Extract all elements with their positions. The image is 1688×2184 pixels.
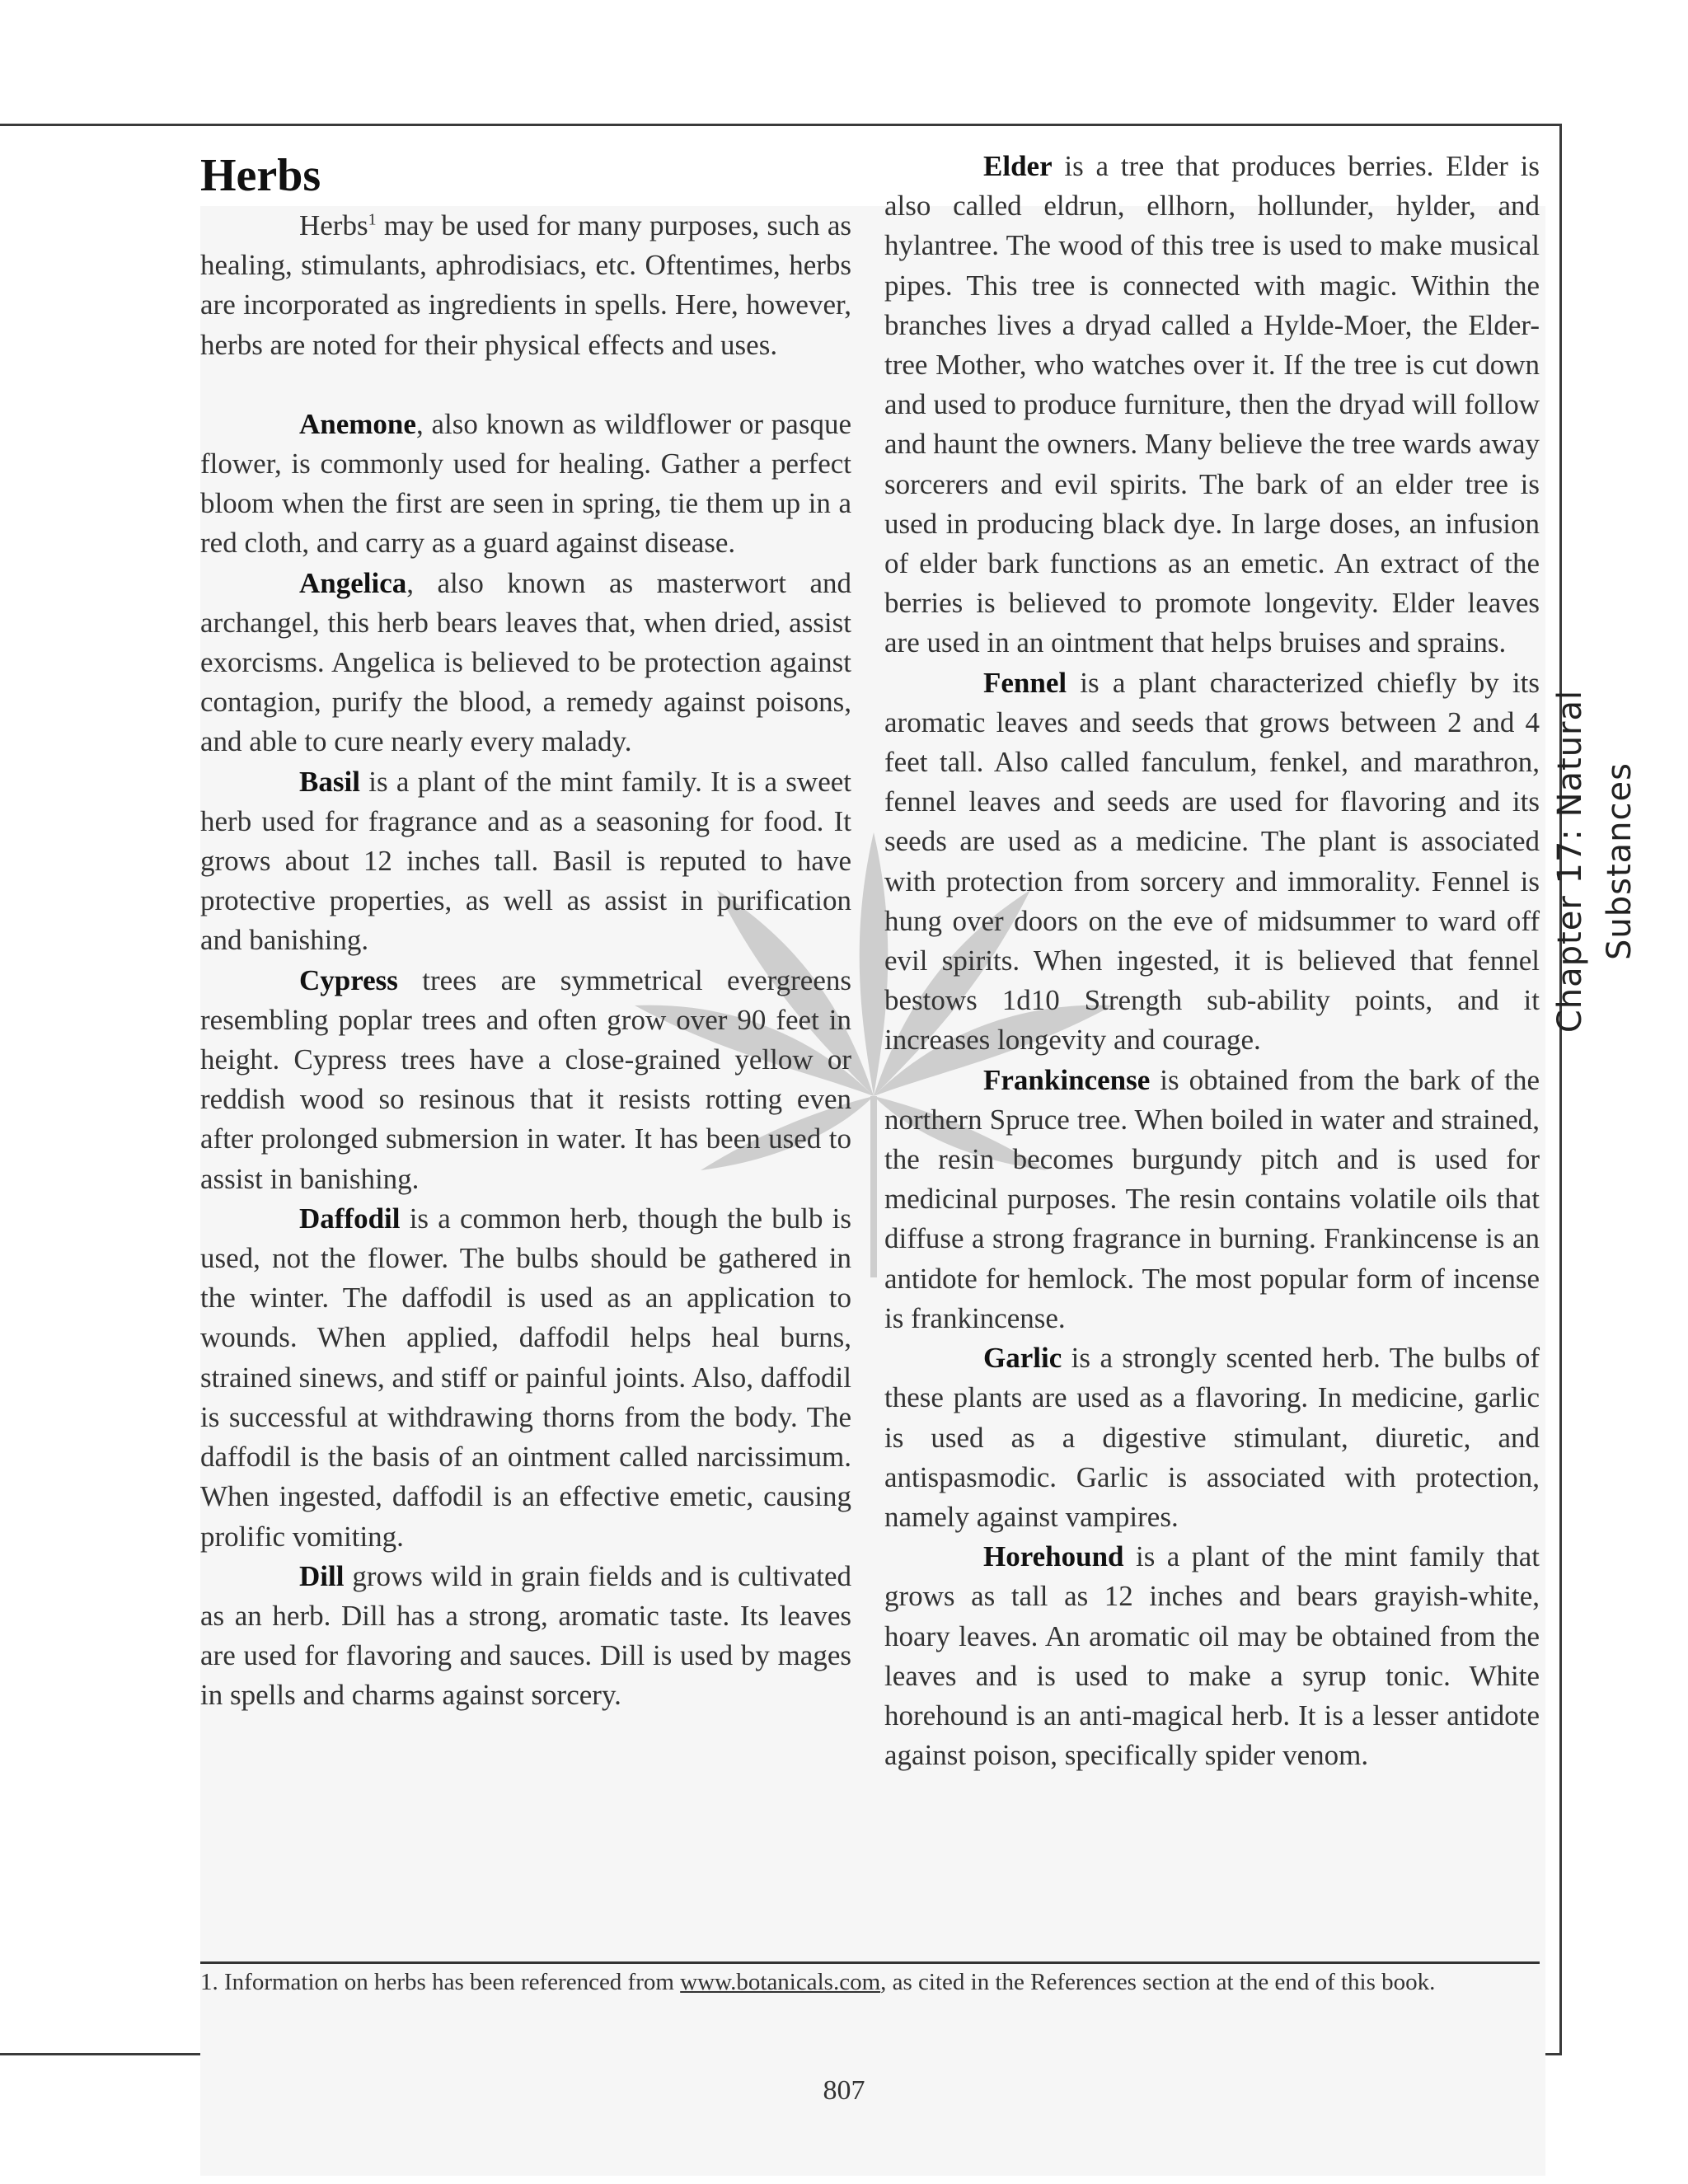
herb-name: Horehound <box>983 1540 1124 1573</box>
herb-description: grows wild in grain fields and is cultivated as an herb. Dill has a strong, aromatic taste. Its leaves are used for flavoring and sauces. Dill is used by mages in spells and charms against sorcery. <box>200 1559 851 1712</box>
page-number: 807 <box>823 2075 865 2106</box>
footnote-text-before: Information on herbs has been referenced from <box>218 1969 681 1995</box>
herb-description: trees are symmetrical evergreens resembling poplar trees and often grow over 90 feet in height. Cypress trees have a close-grained yellow or reddish wood so resinous that it resists rotting even after prolonged submersion in water. It has been used to assist in banishing. <box>200 963 851 1195</box>
herb-entry-basil <box>200 762 851 961</box>
herb-description: is a plant of the mint family. It is a sweet herb used for fragrance and as a seasoning for food. It grows about 12 inches tall. Basil is reputed to have protective properties, as well as assist in purification and banishing. <box>200 765 851 957</box>
right-column <box>884 147 1540 1775</box>
herb-name: Angelica <box>299 566 407 599</box>
herb-name: Garlic <box>983 1342 1062 1375</box>
herb-name: Cypress <box>299 963 398 996</box>
footnote-divider <box>200 1961 1540 1964</box>
herb-description: is obtained from the bark of the northern Spruce tree. When boiled in water and strained, the resin becomes burgundy pitch and is used for medicinal purposes. The resin contains volatile oils that diffuse a strong fragrance in burning. Frankincense is an antidote for hemlock. The most popular form of incense is frankincense. <box>884 1063 1540 1334</box>
intro-paragraph <box>200 206 851 365</box>
footnote-reference[interactable]: 1 <box>368 210 377 229</box>
herb-entry-elder <box>884 147 1540 663</box>
herb-description: is a plant of the mint family that grows as tall as 12 inches and bears grayish-white, hoary leaves. An aromatic oil may be obtained from the leaves and is used to make a syrup tonic. White horehound is an anti-magical herb. It is a lesser antidote against poison, specifically spider venom. <box>884 1540 1540 1772</box>
herb-description: is a plant characterized chiefly by its aromatic leaves and seeds that grows between 2 and 4 feet tall. Also called fanculum, fenkel, and marathron, fennel leaves and seeds are used for flavoring and its seeds are used as a medicine. The plant is associated with protection from sorcery and immorality. Fennel is hung over doors on the eve of midsummer to ward off evil spirits. When ingested, it is believed that fennel bestows 1d10 Strength sub-ability points, and it increases longevity and courage. <box>884 666 1540 1057</box>
herb-entry-dill <box>200 1557 851 1716</box>
chapter-side-label: Chapter 17: Natural Substances <box>1551 689 1639 1033</box>
page-heading: Herbs <box>200 150 321 201</box>
herb-entry-anemone <box>200 405 851 564</box>
herb-name: Daffodil <box>299 1202 401 1235</box>
left-column <box>200 148 851 1716</box>
herb-entry-garlic <box>884 1338 1540 1537</box>
intro-word: Herbs <box>299 209 368 241</box>
herb-name: Fennel <box>983 666 1067 699</box>
herb-description: , also known as masterwort and archangel, this herb bears leaves that, when dried, assist exorcisms. Angelica is believed to be protection against contagion, purify the blood, a remedy against poisons, and able to cure nearly every malady. <box>200 566 851 758</box>
herb-entry-horehound <box>884 1537 1540 1775</box>
herb-name: Anemone <box>299 407 416 440</box>
herb-name: Frankincense <box>983 1063 1151 1096</box>
herb-entry-frankincense <box>884 1061 1540 1338</box>
herb-description: , also known as wildflower or pasque flower, is commonly used for healing. Gather a perfect bloom when the first are seen in spring, tie them up in a red cloth, and carry as a guard against disease. <box>200 407 851 560</box>
herb-entry-daffodil <box>200 1199 851 1557</box>
herb-entry-fennel <box>884 663 1540 1061</box>
herb-description: is a common herb, though the bulb is used, not the flower. The bulbs should be gathered in the winter. The daffodil is used as an application to wounds. When applied, daffodil helps heal burns, strained sinews, and stiff or painful joints. Also, daffodil is successful at withdrawing thorns from the body. The daffodil is the basis of an ointment called narcissimum. When ingested, daffodil is an effective emetic, causing prolific vomiting. <box>200 1202 851 1553</box>
footnote-link[interactable]: www.botanicals.com <box>680 1969 881 1995</box>
footnote-number: 1. <box>200 1969 218 1995</box>
herb-entry-cypress <box>200 961 851 1199</box>
herb-description: is a strongly scented herb. The bulbs of these plants are used as a flavoring. In medicine, garlic is used as a digestive stimulant, diuretic, and antispasmodic. Garlic is associated with protection, namely against vampires. <box>884 1342 1540 1533</box>
herb-name: Dill <box>299 1559 345 1592</box>
intro-text: may be used for many purposes, such as healing, stimulants, aphrodisiacs, etc. Oftentimes, herbs are incorporated as ingredients in spells. Here, however, herbs are noted for their physical effects and uses. <box>200 209 851 361</box>
herb-name: Basil <box>299 765 360 798</box>
herb-name: Elder <box>983 150 1053 182</box>
herb-description: is a tree that produces berries. Elder is also called eldrun, ellhorn, hollunder, hylder, and hylantree. The wood of this tree is used to make musical pipes. This tree is connected with magic. Within the branches lives a dryad called a Hylde-Moer, the Elder-tree Mother, who watches over it. If the tree is cut down and used to produce furniture, then the dryad will follow and haunt the owners. Many believe the tree wards away sorcerers and evil spirits. The bark of an elder tree is used in producing black dye. In large doses, an infusion of elder bark functions as an emetic. An extract of the berries is believed to promote longevity. Elder leaves are used in an ointment that helps bruises and sprains. <box>884 150 1540 659</box>
footnote <box>200 1965 1540 1999</box>
herb-entry-angelica <box>200 564 851 762</box>
footnote-text-after: , as cited in the References section at the end of this book. <box>880 1969 1436 1995</box>
